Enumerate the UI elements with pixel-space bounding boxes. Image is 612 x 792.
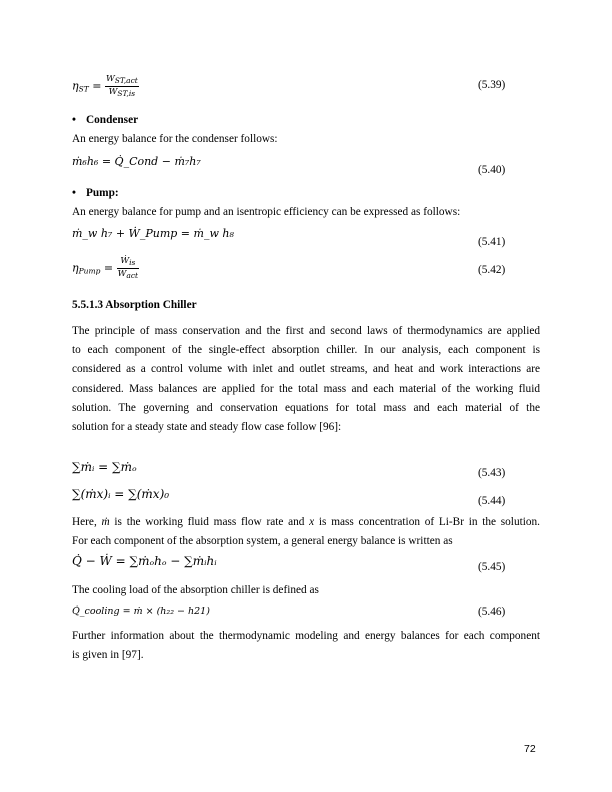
equation-number-5-42: (5.42) [478, 264, 506, 276]
paragraph-line: is given in [97]. [72, 649, 144, 662]
condenser-intro: An energy balance for the condenser follows: [72, 133, 278, 145]
paragraph-line: to each component of the single-effect absorption chiller. In our analysis, each component is [72, 344, 540, 357]
pump-heading: • Pump: [72, 187, 119, 199]
equation-5-45: Q̇ − Ẇ = ∑ṁₒhₒ − ∑ṁᵢhᵢ [72, 554, 217, 568]
equation-number-5-44: (5.44) [478, 495, 506, 507]
equation-5-46: Q̇_cooling = ṁ × (h₂₂ − h21) [72, 606, 210, 617]
paragraph-line: considered as a control volume with inlet and outlet streams, and heat and work interactions are [72, 363, 540, 376]
page-number: 72 [524, 743, 536, 755]
equation-5-41: ṁ_w h₇ + Ẇ_Pump = ṁ_w h₈ [72, 227, 234, 240]
condenser-heading: • Condenser [72, 114, 139, 126]
equation-5-43: ∑ṁᵢ = ∑ṁₒ [72, 460, 137, 474]
paragraph-line: Further information about the thermodynamic modeling and energy balances for each component [72, 630, 540, 642]
equation-number-5-45: (5.45) [478, 561, 506, 573]
paragraph-line: Here, ṁ is the working fluid mass flow rate and x is mass concentration of Li-Br in the solution. [72, 516, 540, 528]
equation-number-5-39: (5.39) [478, 79, 506, 91]
equation-5-40: ṁ₆h₆ = Q̇_Cond − ṁ₇h₇ [72, 155, 201, 168]
paragraph-line: solution for a steady state and steady flow case follow [96]: [72, 421, 342, 434]
paragraph-line: The principle of mass conservation and the first and second laws of thermodynamics are applied [72, 325, 540, 337]
paragraph-line: solution. The governing and conservation equations for total mass and each material of the [72, 401, 540, 414]
paragraph-absorption-chiller [72, 322, 540, 437]
paragraph-line: For each component of the absorption system, a general energy balance is written as [72, 535, 453, 548]
equation-5-44: ∑(ṁx)ᵢ = ∑(ṁx)₀ [72, 487, 170, 501]
equation-number-5-40: (5.40) [478, 164, 506, 176]
equation-number-5-43: (5.43) [478, 467, 506, 479]
paragraph-mass-flow [72, 513, 540, 551]
equation-number-5-41: (5.41) [478, 236, 506, 248]
equation-5-39: $\eta_{ST}$ = $\frac{\text{WST,act}}{\text{WST,is}}$ [72, 74, 138, 98]
paragraph-line: considered. Mass balances are applied for the total mass and each material of the working fluid [72, 382, 540, 395]
section-heading: 5.5.1.3 Absorption Chiller [72, 299, 197, 311]
pump-intro: An energy balance for pump and an isentropic efficiency can be expressed as follows: [72, 206, 461, 218]
paragraph-cooling-load: The cooling load of the absorption chiller is defined as [72, 584, 319, 596]
equation-5-42: $\eta_{Pump}$ = $\frac{\text{Ẇis}}{\text{Ẇact}}$ [72, 256, 139, 280]
equation-number-5-46: (5.46) [478, 606, 506, 618]
paragraph-further-info [72, 627, 540, 665]
